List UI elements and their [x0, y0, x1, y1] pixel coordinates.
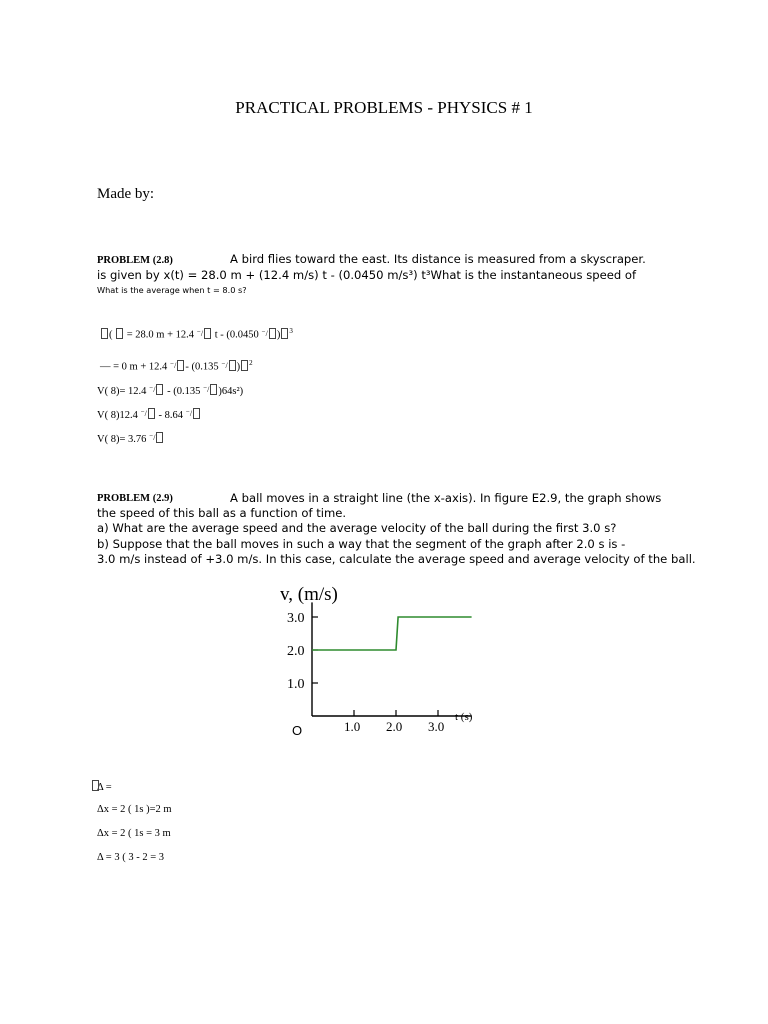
problem-1-line-1: A bird flies toward the east. Its distance is measured from a skyscraper. [230, 252, 646, 266]
problem-2-line-4: b) Suppose that the ball moves in such a way that the segment of the graph after 2.0 s is - [97, 537, 626, 551]
problem-1-line-3: What is the average when t = 8.0 s? [97, 285, 247, 295]
problem-1-line-2: is given by x(t) = 28.0 m + (12.4 m/s) t - (0.0450 m/s³) t³What is the instantaneous speed of [97, 268, 637, 282]
problem-2-line-2: the speed of this ball as a function of time. [97, 506, 347, 520]
axes [312, 602, 472, 716]
x-tick-label: 3.0 [428, 719, 445, 734]
speed-series-line [312, 617, 472, 650]
equation-2: — = 0 m + 12.4 ⁻/ - (0.135 ⁻/ ) $^2$ [100, 359, 253, 373]
y-tick-label: 3.0 [287, 611, 305, 626]
problem-1-label: PROBLEM (2.8) [97, 255, 173, 266]
series [312, 617, 472, 650]
x-tick-label: 2.0 [386, 719, 403, 734]
origin-label: O [292, 723, 303, 738]
equation-4: V( 8)12.4 ⁻/ - 8.64 ⁻/ [97, 408, 201, 421]
work-line-4: Δ = 3 ( 3 - 2 = 3 [97, 852, 165, 863]
made-by-label: Made by: [97, 186, 155, 202]
y-axis-label: v, (m/s) [280, 584, 338, 605]
equation-1: ( = 28.0 m + 12.4 ⁻/ t - (0.0450 ⁻/ ) $^3$ [100, 327, 293, 341]
x-tick-label: 1.0 [344, 719, 361, 734]
problem-2-line-3: a) What are the average speed and the average velocity of the ball during the first 3.0 s? [97, 521, 617, 535]
page-title: PRACTICAL PROBLEMS - PHYSICS # 1 [235, 98, 533, 117]
x-axis-label: t (s) [455, 711, 473, 723]
y-tick-label: 2.0 [287, 644, 305, 659]
equation-5: V( 8)= 3.76 ⁻/ [97, 432, 164, 445]
equation-3: V( 8)= 12.4 ⁻/ - (0.135 ⁻/ )64s²) [97, 385, 244, 397]
work-line-2: Δx = 2 ( 1s )=2 m [97, 804, 172, 815]
problem-2-line-5: 3.0 m/s instead of +3.0 m/s. In this case, calculate the average speed and average velocity of the ball. [97, 552, 696, 566]
work-line-3: Δx = 2 ( 1s = 3 m [97, 828, 171, 839]
y-tick-label: 1.0 [287, 677, 305, 692]
problem-2-line-1: A ball moves in a straight line (the x-axis). In figure E2.9, the graph shows [230, 491, 662, 505]
work-line-1: Δ = [97, 780, 100, 793]
problem-2-label: PROBLEM (2.9) [97, 493, 173, 504]
speed-time-graph [270, 578, 490, 743]
